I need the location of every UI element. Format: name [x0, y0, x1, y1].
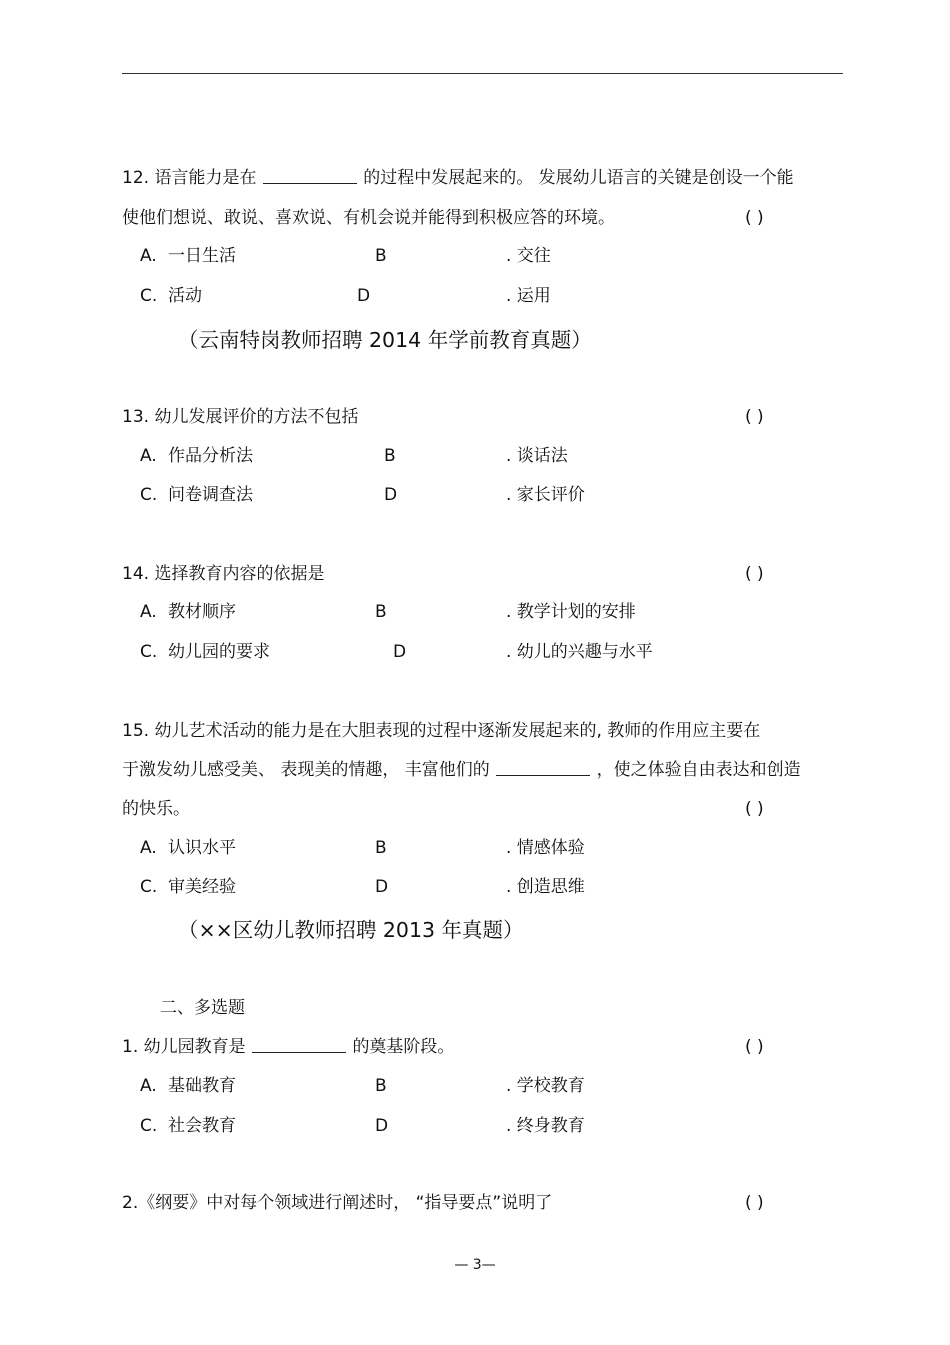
q13-option-a-text: 作品分析法: [168, 446, 253, 466]
q15-option-a-letter: A.: [140, 838, 157, 858]
q13-option-a-letter: A.: [140, 446, 157, 466]
section-title-multiple-choice: 二、多选题: [160, 998, 245, 1018]
q15-option-c-text: 审美经验: [168, 877, 236, 897]
q15-line1: 15. 幼儿艺术活动的能力是在大胆表现的过程中逐渐发展起来的, 教师的作用应主要在: [122, 721, 761, 741]
m1-option-b-letter: B: [375, 1076, 387, 1096]
q14-option-d-letter: D: [393, 642, 407, 662]
q15-option-a-text: 认识水平: [168, 838, 236, 858]
q12-option-b-text: . 交往: [506, 246, 551, 266]
q12-answer-paren: ( ): [745, 208, 764, 228]
q13-option-d-text: . 家长评价: [506, 485, 585, 505]
source-note-yunnan: （云南特岗教师招聘 2014 年学前教育真题）: [178, 328, 592, 352]
q14-option-c-text: 幼儿园的要求: [168, 642, 270, 662]
q12-fill-blank: [263, 168, 357, 184]
q15-line3: 的快乐。: [122, 799, 190, 819]
q12-option-a-letter: A.: [140, 246, 157, 266]
q13-option-c-text: 问卷调查法: [168, 485, 253, 505]
q12-line1: [122, 168, 794, 188]
q12-option-b-letter: B: [375, 246, 387, 266]
q15-option-d-letter: D: [375, 877, 389, 897]
q15-fill-blank: [496, 760, 590, 776]
q15-line2-end: ，使之体验自由表达和创造: [596, 760, 801, 780]
q15-option-d-text: . 创造思维: [506, 877, 585, 897]
page-number: — 3—: [454, 1257, 496, 1273]
m1-option-a-text: 基础教育: [168, 1076, 236, 1096]
m1-option-c-letter: C.: [140, 1116, 158, 1136]
q13-option-b-text: . 谈话法: [506, 446, 568, 466]
source-note-district: （××区幼儿教师招聘 2013 年真题）: [178, 918, 524, 942]
q12-line2: 使他们想说、敢说、喜欢说、有机会说并能得到积极应答的环境。: [122, 208, 615, 228]
m1-stem-end: 的奠基阶段。: [352, 1037, 455, 1057]
q14-option-d-text: . 幼儿的兴趣与水平: [506, 642, 653, 662]
header-rule: [122, 73, 843, 74]
q15-option-b-text: . 情感体验: [506, 838, 585, 858]
q12-option-c-text: 活动: [168, 286, 202, 306]
q14-option-a-letter: A.: [140, 602, 157, 622]
q12-option-a-text: 一日生活: [168, 246, 236, 266]
q14-option-c-letter: C.: [140, 642, 158, 662]
q14-option-b-text: . 教学计划的安排: [506, 602, 636, 622]
m1-option-d-text: . 终身教育: [506, 1116, 585, 1136]
q13-option-b-letter: B: [384, 446, 396, 466]
q14-option-b-letter: B: [375, 602, 387, 622]
m1-option-c-text: 社会教育: [168, 1116, 236, 1136]
q13-option-d-letter: D: [384, 485, 398, 505]
m1-option-b-text: . 学校教育: [506, 1076, 585, 1096]
q12-option-d-text: . 运用: [506, 286, 551, 306]
m1-stem: [122, 1037, 454, 1057]
q15-line2: [122, 760, 801, 780]
m2-stem: 2.《纲要》中对每个领域进行阐述时， “指导要点”说明了: [122, 1193, 553, 1213]
q15-option-b-letter: B: [375, 838, 387, 858]
q12-option-d-letter: D: [357, 286, 371, 306]
m1-stem-start: 1. 幼儿园教育是: [122, 1037, 246, 1057]
q15-option-c-letter: C.: [140, 877, 158, 897]
q14-option-a-text: 教材顺序: [168, 602, 236, 622]
q13-stem: 13. 幼儿发展评价的方法不包括: [122, 407, 359, 427]
q12-option-c-letter: C.: [140, 286, 158, 306]
q12-line1-end: 的过程中发展起来的。 发展幼儿语言的关键是创设一个能: [363, 168, 794, 188]
q14-answer-paren: ( ): [745, 564, 764, 584]
m2-answer-paren: ( ): [745, 1193, 764, 1213]
q14-stem: 14. 选择教育内容的依据是: [122, 564, 325, 584]
m1-option-d-letter: D: [375, 1116, 389, 1136]
q13-answer-paren: ( ): [745, 407, 764, 427]
m1-answer-paren: ( ): [745, 1037, 764, 1057]
m1-fill-blank: [252, 1037, 346, 1053]
m1-option-a-letter: A.: [140, 1076, 157, 1096]
q12-line1-start: 12. 语言能力是在: [122, 168, 257, 188]
q13-option-c-letter: C.: [140, 485, 158, 505]
q15-answer-paren: ( ): [745, 799, 764, 819]
q15-line2-start: 于激发幼儿感受美、 表现美的情趣， 丰富他们的: [122, 760, 490, 780]
